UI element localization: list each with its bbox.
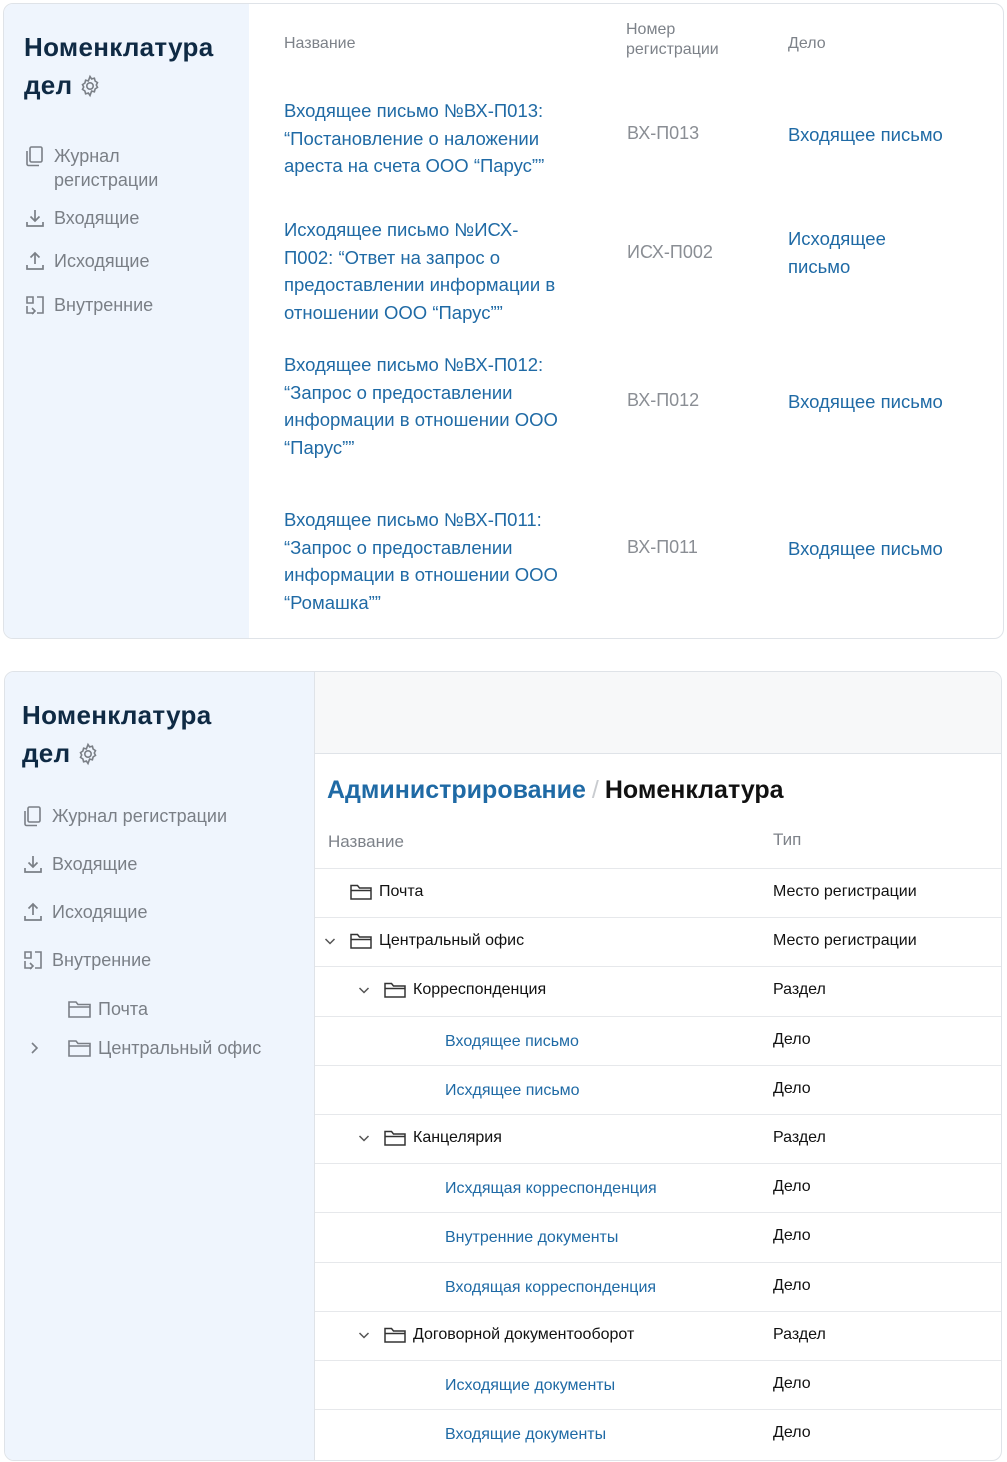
column-header-name[interactable]: Название [284,35,356,52]
row-type: Место регистрации [773,932,917,950]
row-type: Место регистрации [773,883,917,900]
reg-number: ВХ-П013 [627,123,700,143]
upload-icon [22,901,44,923]
case-link[interactable]: Входящая корреспонденция [445,1278,657,1296]
row-type: Дело [773,1178,811,1196]
sidebar-tree-item[interactable]: Центральный офис [67,1036,261,1060]
case-link[interactable]: Входящее письмо [788,538,943,559]
column-header-reg[interactable]: Номер регистрации [626,21,719,58]
case-link[interactable]: Исхдящее письмо [445,1081,580,1099]
chevron-down-icon[interactable] [357,1328,371,1342]
sidebar-tree-item[interactable]: Почта [67,997,148,1021]
column-header-name[interactable]: Название [328,832,404,851]
chevron-down-icon[interactable] [357,1131,371,1145]
case-link[interactable]: Входящее письмо [788,124,943,145]
folder-icon [349,883,373,901]
tree-folder-name[interactable]: Корреспонденция [357,980,546,1000]
copy-icon [22,805,44,827]
row-type: Дело [773,1079,811,1097]
table-row[interactable] [315,1065,1001,1114]
row-type: Дело [773,1030,811,1048]
reg-number: ВХ-П012 [627,390,700,410]
document-link[interactable]: Входящее письмо №ВХ-П012: “Запрос о предоставлении информации в отношении ООО “Парус”” [284,354,558,458]
case-link[interactable]: Входящее письмо [445,1032,579,1050]
sidebar-title: Номенклатура дел [22,700,212,768]
case-link[interactable]: Исходящее письмо [788,228,886,277]
folder-icon [67,999,93,1019]
document-link[interactable]: Входящее письмо №ВХ-П011: “Запрос о предоставлении информации в отношении ООО “Ромашка”” [284,509,558,613]
tree-folder-name[interactable]: Центральный офис [323,931,524,951]
internal-icon [24,294,46,316]
gear-icon[interactable] [76,742,100,766]
reg-number: ИСХ-П002 [627,242,713,262]
sidebar [4,4,249,638]
sidebar [5,672,315,1460]
table-row[interactable] [315,1163,1001,1212]
row-type: Дело [773,1227,811,1245]
nav-incoming[interactable]: Входящие [22,852,137,876]
nav-internal[interactable]: Внутренние [24,293,153,317]
copy-icon [24,145,46,167]
case-link[interactable]: Внутренние документы [445,1229,619,1247]
table-row[interactable] [315,1262,1001,1311]
download-icon [22,853,44,875]
folder-icon [67,1038,93,1058]
row-type: Раздел [773,1129,826,1146]
table-row[interactable] [315,1016,1001,1065]
document-link[interactable]: Входящее письмо №ВХ-П013: “Постановление о наложении ареста на счета ООО “Парус”” [284,100,545,176]
reg-number: ВХ-П011 [627,537,698,557]
nav-journal[interactable]: Журнал регистрации [22,804,227,828]
tree-folder-name[interactable]: Канцелярия [357,1128,502,1148]
nav-outgoing[interactable]: Исходящие [24,249,149,273]
internal-icon [22,949,44,971]
nomenclature-panel-compact [3,3,1004,639]
folder-icon [383,1326,407,1344]
column-header-case[interactable]: Дело [788,35,826,52]
breadcrumb-separator: / [591,776,599,804]
nav-outgoing[interactable]: Исходящие [22,900,147,924]
nav-incoming[interactable]: Входящие [24,206,139,230]
chevron-down-icon[interactable] [323,934,337,948]
row-type: Дело [773,1375,811,1392]
row-type: Раздел [773,981,826,999]
folder-icon [383,981,407,999]
breadcrumb-parent[interactable]: Администрирование [327,776,586,804]
case-link[interactable]: Входящие документы [445,1426,607,1444]
gear-icon[interactable] [78,74,102,98]
row-type: Дело [773,1276,811,1294]
table-row[interactable] [315,1409,1001,1458]
nomenclature-panel-admin [4,671,1002,1461]
table-row[interactable] [315,1360,1001,1409]
nav-internal[interactable]: Внутренние [22,948,151,972]
tree-folder-name[interactable]: Договорной документооборот [357,1325,634,1345]
row-type: Раздел [773,1325,826,1343]
page-title: Номенклатура [604,776,784,804]
chevron-right-icon[interactable] [27,1041,41,1055]
table-row[interactable] [315,1212,1001,1261]
document-link[interactable]: Исходящее письмо №ИСХ- П002: “Ответ на запрос о предоставлении информации в отношении ООО “Парус”” [284,219,556,323]
sidebar-title: Номенклатура дел [24,32,214,100]
download-icon [24,207,46,229]
folder-icon [383,1129,407,1147]
folder-icon [349,932,373,950]
upload-icon [24,250,46,272]
nav-journal[interactable]: Журнал регистрации [24,144,158,192]
tree-folder-name[interactable]: Почта [323,882,423,902]
top-toolbar [315,672,1001,754]
row-type: Дело [773,1424,811,1442]
chevron-down-icon[interactable] [357,983,371,997]
case-link[interactable]: Исходящие документы [445,1377,616,1394]
column-header-type[interactable]: Тип [773,830,802,849]
case-link[interactable]: Входящее письмо [788,391,943,412]
case-link[interactable]: Исхдящая корреспонденция [445,1180,657,1198]
breadcrumb [327,774,784,806]
